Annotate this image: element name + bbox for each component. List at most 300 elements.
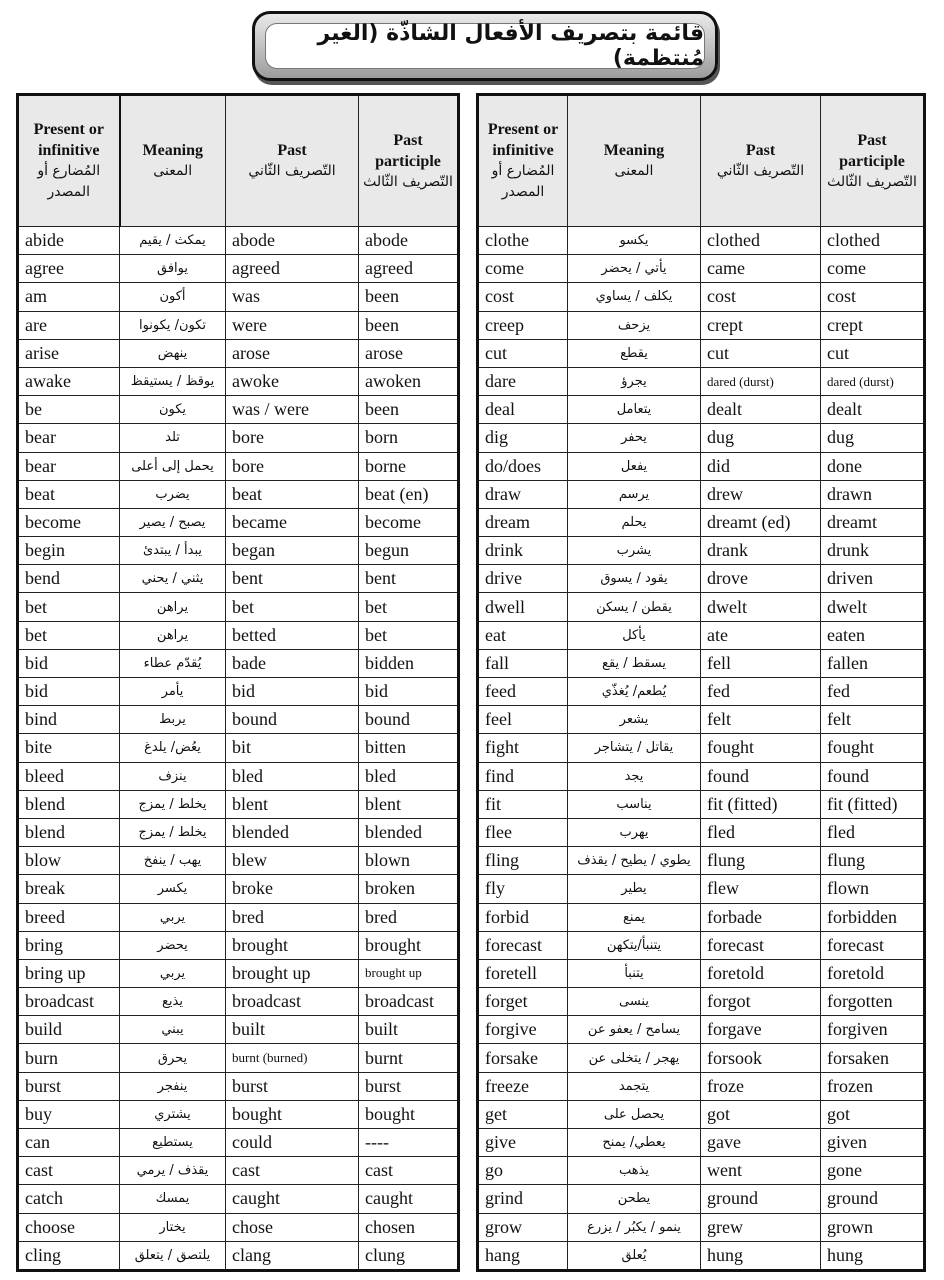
table-row bbox=[478, 537, 925, 565]
cell-past-participle: born bbox=[359, 424, 459, 452]
cell-past-participle: been bbox=[359, 396, 459, 424]
cell-base: blend bbox=[18, 790, 120, 818]
cell-meaning: يوقظ / يستيقظ bbox=[120, 367, 226, 395]
cell-past: forbade bbox=[701, 903, 821, 931]
cell-past-participle: brought up bbox=[359, 959, 459, 987]
cell-base: forgive bbox=[478, 1016, 568, 1044]
cell-past-participle: forgiven bbox=[821, 1016, 925, 1044]
cell-base: forecast bbox=[478, 931, 568, 959]
cell-meaning: يصبح / يصير bbox=[120, 508, 226, 536]
cell-past: agreed bbox=[226, 255, 359, 283]
cell-past-participle: cost bbox=[821, 283, 925, 311]
cell-meaning: يربي bbox=[120, 903, 226, 931]
cell-past-participle: begun bbox=[359, 537, 459, 565]
cell-past: forsook bbox=[701, 1044, 821, 1072]
table-row bbox=[18, 959, 459, 987]
cell-past: became bbox=[226, 508, 359, 536]
cell-base: begin bbox=[18, 537, 120, 565]
cell-meaning: ينسى bbox=[568, 988, 701, 1016]
cell-base: arise bbox=[18, 339, 120, 367]
cell-base: blow bbox=[18, 847, 120, 875]
cell-meaning: يستطيع bbox=[120, 1129, 226, 1157]
cell-past-participle: dealt bbox=[821, 396, 925, 424]
cell-past: cost bbox=[701, 283, 821, 311]
cell-past-participle: built bbox=[359, 1016, 459, 1044]
cell-past: could bbox=[226, 1129, 359, 1157]
table-row bbox=[18, 227, 459, 255]
table-row bbox=[478, 1241, 925, 1270]
cell-past: flew bbox=[701, 875, 821, 903]
cell-past: came bbox=[701, 255, 821, 283]
cell-past-participle: arose bbox=[359, 339, 459, 367]
cell-past-participle: bitten bbox=[359, 734, 459, 762]
verbs-table-right bbox=[476, 93, 926, 1272]
cell-meaning: يجد bbox=[568, 762, 701, 790]
cell-past-participle: become bbox=[359, 508, 459, 536]
table-row bbox=[478, 424, 925, 452]
cell-base: dig bbox=[478, 424, 568, 452]
cell-past-participle: bet bbox=[359, 593, 459, 621]
cell-base: eat bbox=[478, 621, 568, 649]
cell-past-participle: forbidden bbox=[821, 903, 925, 931]
cell-past: brought bbox=[226, 931, 359, 959]
cell-past-participle: foretold bbox=[821, 959, 925, 987]
cell-past: fit (fitted) bbox=[701, 790, 821, 818]
cell-meaning: يأمر bbox=[120, 678, 226, 706]
cell-past-participle: fed bbox=[821, 678, 925, 706]
table-row bbox=[478, 1157, 925, 1185]
cell-base: find bbox=[478, 762, 568, 790]
table-row bbox=[18, 790, 459, 818]
cell-meaning: يحلم bbox=[568, 508, 701, 536]
cell-past-participle: been bbox=[359, 283, 459, 311]
header-past-participle: Past participle التّصريف الثّالث bbox=[821, 95, 925, 227]
cell-past: did bbox=[701, 452, 821, 480]
cell-past-participle: caught bbox=[359, 1185, 459, 1213]
cell-past: flung bbox=[701, 847, 821, 875]
cell-past: burst bbox=[226, 1072, 359, 1100]
table-row bbox=[18, 649, 459, 677]
cell-past-participle: broken bbox=[359, 875, 459, 903]
cell-past-participle: drunk bbox=[821, 537, 925, 565]
cell-past-participle: grown bbox=[821, 1213, 925, 1241]
table-row bbox=[478, 959, 925, 987]
cell-meaning: يتنبأ bbox=[568, 959, 701, 987]
cell-meaning: يحمل إلى أعلى bbox=[120, 452, 226, 480]
table-row bbox=[18, 452, 459, 480]
cell-meaning: يطير bbox=[568, 875, 701, 903]
cell-base: be bbox=[18, 396, 120, 424]
cell-meaning: يأتي / يحضر bbox=[568, 255, 701, 283]
cell-base: burn bbox=[18, 1044, 120, 1072]
cell-base: bring up bbox=[18, 959, 120, 987]
cell-meaning: يراهن bbox=[120, 593, 226, 621]
table-row bbox=[478, 1100, 925, 1128]
cell-past: went bbox=[701, 1157, 821, 1185]
table-row bbox=[18, 847, 459, 875]
cell-past-participle: frozen bbox=[821, 1072, 925, 1100]
cell-past-participle: blown bbox=[359, 847, 459, 875]
table-row bbox=[478, 818, 925, 846]
header-past-participle: Past participle التّصريف الثّالث bbox=[359, 95, 459, 227]
cell-past: chose bbox=[226, 1213, 359, 1241]
cell-base: feed bbox=[478, 678, 568, 706]
table-row bbox=[478, 1185, 925, 1213]
cell-past: crept bbox=[701, 311, 821, 339]
table-row bbox=[478, 1072, 925, 1100]
header-row bbox=[478, 95, 925, 227]
cell-meaning: يناسب bbox=[568, 790, 701, 818]
cell-base: freeze bbox=[478, 1072, 568, 1100]
cell-past-participle: drawn bbox=[821, 480, 925, 508]
cell-past: felt bbox=[701, 706, 821, 734]
table-row bbox=[478, 227, 925, 255]
cell-base: bear bbox=[18, 424, 120, 452]
header-present: Present or infinitive المُضارع أو المصدر bbox=[478, 95, 568, 227]
cell-past-participle: dwelt bbox=[821, 593, 925, 621]
cell-past: built bbox=[226, 1016, 359, 1044]
cell-base: do/does bbox=[478, 452, 568, 480]
cell-past: blended bbox=[226, 818, 359, 846]
cell-meaning: يقذف / يرمي bbox=[120, 1157, 226, 1185]
table-row bbox=[478, 734, 925, 762]
cell-meaning: يبدأ / يبتدئ bbox=[120, 537, 226, 565]
table-row bbox=[478, 565, 925, 593]
cell-base: abide bbox=[18, 227, 120, 255]
cell-past-participle: forsaken bbox=[821, 1044, 925, 1072]
table-row bbox=[478, 480, 925, 508]
cell-meaning: يحفر bbox=[568, 424, 701, 452]
cell-base: bend bbox=[18, 565, 120, 593]
cell-past-participle: bound bbox=[359, 706, 459, 734]
cell-meaning: يقود / يسوق bbox=[568, 565, 701, 593]
table-row bbox=[18, 367, 459, 395]
cell-past: was bbox=[226, 283, 359, 311]
table-row bbox=[478, 875, 925, 903]
cell-base: fall bbox=[478, 649, 568, 677]
header-meaning: Meaning المعنى bbox=[120, 95, 226, 227]
cell-past-participle: come bbox=[821, 255, 925, 283]
cell-meaning: يلتصق / يتعلق bbox=[120, 1241, 226, 1270]
cell-meaning: يشتري bbox=[120, 1100, 226, 1128]
cell-base: beat bbox=[18, 480, 120, 508]
cell-past: forgot bbox=[701, 988, 821, 1016]
cell-base: are bbox=[18, 311, 120, 339]
cell-meaning: يُطعم/ يُغذّي bbox=[568, 678, 701, 706]
cell-past-participle: blended bbox=[359, 818, 459, 846]
table-row bbox=[18, 396, 459, 424]
cell-past-participle: burnt bbox=[359, 1044, 459, 1072]
cell-meaning: يسامح / يعفو عن bbox=[568, 1016, 701, 1044]
cell-base: bid bbox=[18, 649, 120, 677]
cell-base: dwell bbox=[478, 593, 568, 621]
table-row bbox=[18, 1129, 459, 1157]
cell-past-participle: flung bbox=[821, 847, 925, 875]
cell-meaning: يطوي / يطيح / يقذف bbox=[568, 847, 701, 875]
cell-past-participle: bent bbox=[359, 565, 459, 593]
cell-meaning: يعُض/ يلدغ bbox=[120, 734, 226, 762]
table-row bbox=[18, 621, 459, 649]
cell-meaning: يهب / ينفخ bbox=[120, 847, 226, 875]
cell-past: bet bbox=[226, 593, 359, 621]
table-row bbox=[478, 706, 925, 734]
cell-past: drove bbox=[701, 565, 821, 593]
cell-past: betted bbox=[226, 621, 359, 649]
cell-base: break bbox=[18, 875, 120, 903]
cell-past-participle: clothed bbox=[821, 227, 925, 255]
cell-meaning: يربط bbox=[120, 706, 226, 734]
verbs-table-left-body bbox=[18, 227, 459, 1271]
cell-base: bet bbox=[18, 593, 120, 621]
cell-past-participle: done bbox=[821, 452, 925, 480]
table-row bbox=[18, 1016, 459, 1044]
table-row bbox=[18, 1213, 459, 1241]
cell-past: dwelt bbox=[701, 593, 821, 621]
table-row bbox=[478, 1044, 925, 1072]
cell-past-participle: fought bbox=[821, 734, 925, 762]
cell-base: go bbox=[478, 1157, 568, 1185]
cell-past: drank bbox=[701, 537, 821, 565]
header-row bbox=[18, 95, 459, 227]
cell-past-participle: cast bbox=[359, 1157, 459, 1185]
cell-meaning: يُقدّم عطاء bbox=[120, 649, 226, 677]
cell-past: bent bbox=[226, 565, 359, 593]
cell-meaning: يكون bbox=[120, 396, 226, 424]
cell-past-participle: hung bbox=[821, 1241, 925, 1270]
cell-base: deal bbox=[478, 396, 568, 424]
cell-past-participle: agreed bbox=[359, 255, 459, 283]
table-row bbox=[478, 678, 925, 706]
cell-meaning: ينفجر bbox=[120, 1072, 226, 1100]
cell-past: bore bbox=[226, 452, 359, 480]
cell-meaning: يفعل bbox=[568, 452, 701, 480]
cell-meaning: يقاتل / يتشاجر bbox=[568, 734, 701, 762]
cell-base: can bbox=[18, 1129, 120, 1157]
cell-meaning: يخلط / يمزج bbox=[120, 790, 226, 818]
table-row bbox=[18, 283, 459, 311]
cell-past: fed bbox=[701, 678, 821, 706]
cell-meaning: يتنبأ/يتكهن bbox=[568, 931, 701, 959]
cell-base: build bbox=[18, 1016, 120, 1044]
cell-meaning: ينهض bbox=[120, 339, 226, 367]
cell-past-participle: bid bbox=[359, 678, 459, 706]
cell-meaning: يشعر bbox=[568, 706, 701, 734]
cell-meaning: يذيع bbox=[120, 988, 226, 1016]
cell-meaning: ينمو / يكبُر / يزرع bbox=[568, 1213, 701, 1241]
cell-meaning: يرسم bbox=[568, 480, 701, 508]
table-row bbox=[18, 1157, 459, 1185]
cell-base: come bbox=[478, 255, 568, 283]
table-row bbox=[478, 452, 925, 480]
cell-base: cut bbox=[478, 339, 568, 367]
cell-past-participle: dared (durst) bbox=[821, 367, 925, 395]
cell-past-participle: beat (en) bbox=[359, 480, 459, 508]
cell-base: fight bbox=[478, 734, 568, 762]
cell-past: broke bbox=[226, 875, 359, 903]
cell-base: bring bbox=[18, 931, 120, 959]
cell-base: buy bbox=[18, 1100, 120, 1128]
table-row bbox=[18, 988, 459, 1016]
cell-past: blew bbox=[226, 847, 359, 875]
cell-past-participle: felt bbox=[821, 706, 925, 734]
cell-meaning: يمسك bbox=[120, 1185, 226, 1213]
cell-past-participle: fallen bbox=[821, 649, 925, 677]
cell-base: fly bbox=[478, 875, 568, 903]
table-row bbox=[478, 1129, 925, 1157]
cell-past-participle: bled bbox=[359, 762, 459, 790]
cell-past: caught bbox=[226, 1185, 359, 1213]
header-present: Present or infinitive المُضارع أو المصدر bbox=[18, 95, 120, 227]
cell-meaning: يبني bbox=[120, 1016, 226, 1044]
cell-meaning: يطحن bbox=[568, 1185, 701, 1213]
table-row bbox=[478, 649, 925, 677]
cell-past: bore bbox=[226, 424, 359, 452]
cell-past: dared (durst) bbox=[701, 367, 821, 395]
cell-past-participle: crept bbox=[821, 311, 925, 339]
table-row bbox=[478, 255, 925, 283]
table-row bbox=[18, 565, 459, 593]
header-past: Past التّصريف الثّاني bbox=[226, 95, 359, 227]
cell-past-participle: borne bbox=[359, 452, 459, 480]
cell-past: clang bbox=[226, 1241, 359, 1270]
cell-base: breed bbox=[18, 903, 120, 931]
cell-meaning: يسقط / يقع bbox=[568, 649, 701, 677]
table-row bbox=[18, 593, 459, 621]
table-row bbox=[478, 847, 925, 875]
cell-base: get bbox=[478, 1100, 568, 1128]
cell-meaning: يراهن bbox=[120, 621, 226, 649]
table-row bbox=[478, 762, 925, 790]
cell-base: blend bbox=[18, 818, 120, 846]
cell-past: were bbox=[226, 311, 359, 339]
title-banner bbox=[252, 11, 718, 81]
cell-meaning: يخلط / يمزج bbox=[120, 818, 226, 846]
cell-past: bought bbox=[226, 1100, 359, 1128]
cell-meaning: يكسر bbox=[120, 875, 226, 903]
table-row bbox=[478, 508, 925, 536]
table-row bbox=[478, 339, 925, 367]
cell-base: become bbox=[18, 508, 120, 536]
cell-base: agree bbox=[18, 255, 120, 283]
cell-past: fought bbox=[701, 734, 821, 762]
cell-past: arose bbox=[226, 339, 359, 367]
table-row bbox=[18, 1044, 459, 1072]
cell-past-participle: cut bbox=[821, 339, 925, 367]
cell-meaning: يكسو bbox=[568, 227, 701, 255]
cell-base: cast bbox=[18, 1157, 120, 1185]
table-row bbox=[18, 508, 459, 536]
cell-past-participle: found bbox=[821, 762, 925, 790]
cell-meaning: يأكل bbox=[568, 621, 701, 649]
cell-past: ground bbox=[701, 1185, 821, 1213]
cell-past-participle: brought bbox=[359, 931, 459, 959]
cell-base: grow bbox=[478, 1213, 568, 1241]
cell-meaning: يجرؤ bbox=[568, 367, 701, 395]
cell-past-participle: burst bbox=[359, 1072, 459, 1100]
cell-past: broadcast bbox=[226, 988, 359, 1016]
cell-base: flee bbox=[478, 818, 568, 846]
cell-base: awake bbox=[18, 367, 120, 395]
cell-past: began bbox=[226, 537, 359, 565]
cell-meaning: تلد bbox=[120, 424, 226, 452]
cell-base: catch bbox=[18, 1185, 120, 1213]
table-row bbox=[18, 875, 459, 903]
cell-past: was / were bbox=[226, 396, 359, 424]
cell-meaning: يهجر / يتخلى عن bbox=[568, 1044, 701, 1072]
cell-past-participle: forgotten bbox=[821, 988, 925, 1016]
table-row bbox=[18, 339, 459, 367]
cell-base: foretell bbox=[478, 959, 568, 987]
table-row bbox=[478, 593, 925, 621]
cell-base: am bbox=[18, 283, 120, 311]
table-row bbox=[478, 311, 925, 339]
cell-past-participle: been bbox=[359, 311, 459, 339]
table-row bbox=[478, 1016, 925, 1044]
cell-past-participle: awoken bbox=[359, 367, 459, 395]
table-row bbox=[18, 1241, 459, 1270]
cell-past-participle: abode bbox=[359, 227, 459, 255]
cell-past: dug bbox=[701, 424, 821, 452]
cell-past: abode bbox=[226, 227, 359, 255]
cell-base: grind bbox=[478, 1185, 568, 1213]
table-row bbox=[478, 1213, 925, 1241]
cell-base: drink bbox=[478, 537, 568, 565]
table-row bbox=[18, 255, 459, 283]
cell-past-participle: fit (fitted) bbox=[821, 790, 925, 818]
cell-past-participle: dreamt bbox=[821, 508, 925, 536]
cell-past: brought up bbox=[226, 959, 359, 987]
table-row bbox=[18, 818, 459, 846]
table-row bbox=[18, 1185, 459, 1213]
cell-base: bind bbox=[18, 706, 120, 734]
cell-past-participle: eaten bbox=[821, 621, 925, 649]
cell-base: fling bbox=[478, 847, 568, 875]
cell-past-participle: got bbox=[821, 1100, 925, 1128]
cell-base: burst bbox=[18, 1072, 120, 1100]
cell-base: hang bbox=[478, 1241, 568, 1270]
cell-base: bleed bbox=[18, 762, 120, 790]
cell-meaning: يحصل على bbox=[568, 1100, 701, 1128]
cell-base: creep bbox=[478, 311, 568, 339]
cell-past: bound bbox=[226, 706, 359, 734]
cell-past-participle: bet bbox=[359, 621, 459, 649]
verbs-table-left bbox=[16, 93, 460, 1272]
cell-meaning: يوافق bbox=[120, 255, 226, 283]
cell-meaning: يتعامل bbox=[568, 396, 701, 424]
cell-past-participle: dug bbox=[821, 424, 925, 452]
cell-past: got bbox=[701, 1100, 821, 1128]
cell-past: bade bbox=[226, 649, 359, 677]
cell-base: cling bbox=[18, 1241, 120, 1270]
table-row bbox=[478, 367, 925, 395]
cell-base: bear bbox=[18, 452, 120, 480]
cell-meaning: يُعلق bbox=[568, 1241, 701, 1270]
cell-meaning: أكون bbox=[120, 283, 226, 311]
cell-past: cut bbox=[701, 339, 821, 367]
cell-base: bid bbox=[18, 678, 120, 706]
cell-meaning: يعطي/ يمنح bbox=[568, 1129, 701, 1157]
cell-past-participle: ---- bbox=[359, 1129, 459, 1157]
table-row bbox=[18, 1072, 459, 1100]
table-row bbox=[18, 734, 459, 762]
cell-meaning: يمنع bbox=[568, 903, 701, 931]
cell-past-participle: fled bbox=[821, 818, 925, 846]
cell-meaning: يمكث / يقيم bbox=[120, 227, 226, 255]
cell-past: forecast bbox=[701, 931, 821, 959]
table-row bbox=[18, 903, 459, 931]
cell-past-participle: bought bbox=[359, 1100, 459, 1128]
table-row bbox=[18, 424, 459, 452]
